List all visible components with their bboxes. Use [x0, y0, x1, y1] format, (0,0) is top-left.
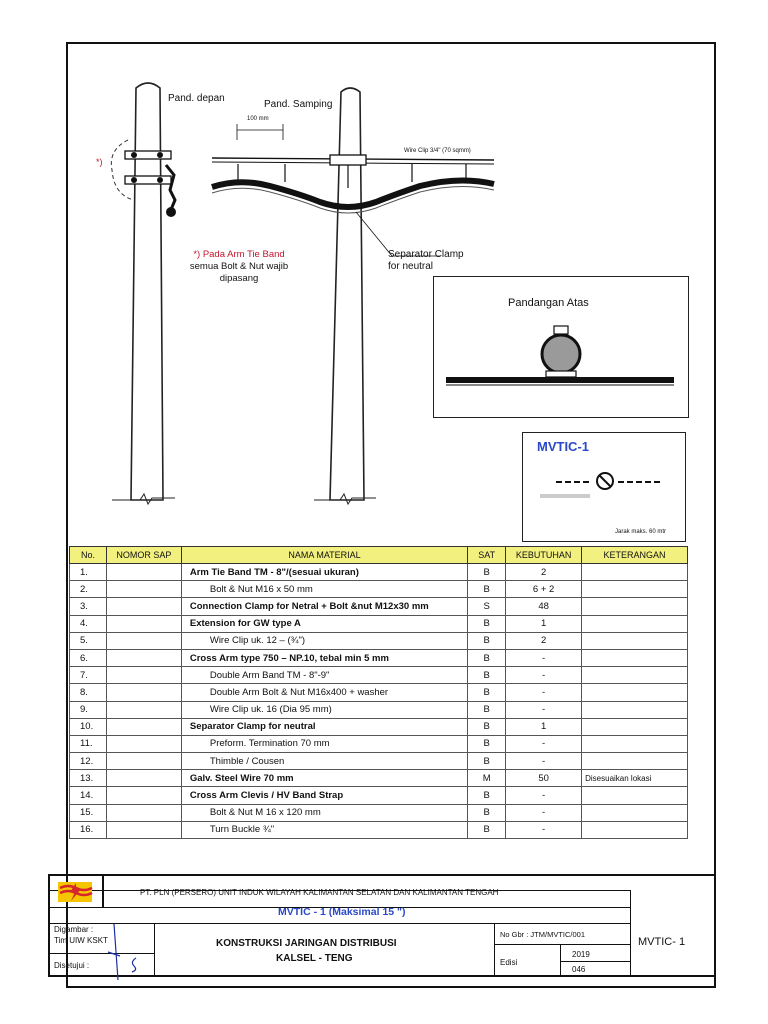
row-unit: B	[468, 684, 506, 701]
table-row	[70, 615, 688, 632]
signature-mark	[106, 922, 150, 982]
title-block	[48, 874, 716, 977]
side-pole	[330, 88, 364, 500]
col-no: No.	[70, 547, 107, 564]
edition-year: 2019	[572, 950, 590, 959]
row-unit: B	[468, 718, 506, 735]
row-unit: B	[468, 581, 506, 598]
row-unit: B	[468, 564, 506, 581]
row-unit: B	[468, 753, 506, 770]
row-sap	[106, 649, 181, 666]
row-unit: B	[468, 649, 506, 666]
row-sap	[106, 564, 181, 581]
table-row	[70, 581, 688, 598]
mvtic-box-title: MVTIC-1	[537, 439, 589, 454]
row-unit: B	[468, 667, 506, 684]
col-sap: NOMOR SAP	[106, 547, 181, 564]
row-quantity: 1	[506, 615, 582, 632]
mvtic-box	[522, 432, 686, 542]
table-row	[70, 821, 688, 838]
row-material-name: Wire Clip uk. 16 (Dia 95 mm)	[181, 701, 467, 718]
row-quantity: -	[506, 667, 582, 684]
row-unit: B	[468, 701, 506, 718]
row-quantity: -	[506, 649, 582, 666]
wire-clip-label: Wire Clip 3/4" (70 sqmm)	[404, 148, 471, 154]
col-name: NAMA MATERIAL	[181, 547, 467, 564]
page-number: 046	[572, 965, 586, 974]
row-remark	[582, 701, 688, 718]
top-view-box	[433, 276, 689, 418]
row-sap	[106, 804, 181, 821]
front-pole	[131, 83, 163, 500]
row-remark	[582, 632, 688, 649]
table-row	[70, 667, 688, 684]
row-number: 4.	[70, 615, 107, 632]
drawing-subtitle: MVTIC - 1 (Maksimal 15 ")	[278, 906, 406, 918]
row-sap	[106, 667, 181, 684]
row-number: 14.	[70, 787, 107, 804]
row-unit: S	[468, 598, 506, 615]
row-material-name: Separator Clamp for neutral	[181, 718, 467, 735]
edisi-label: Edisi	[500, 958, 518, 967]
row-material-name: Connection Clamp for Netral + Bolt &nut M12x30 mm	[181, 598, 467, 615]
top-view-title: Pandangan Atas	[508, 297, 589, 309]
row-quantity: 48	[506, 598, 582, 615]
row-sap	[106, 581, 181, 598]
row-remark	[582, 667, 688, 684]
row-number: 2.	[70, 581, 107, 598]
row-sap	[106, 735, 181, 752]
dimension-label: 100 mm	[247, 116, 269, 122]
row-number: 11.	[70, 735, 107, 752]
row-remark	[582, 753, 688, 770]
row-remark	[582, 821, 688, 838]
row-sap	[106, 718, 181, 735]
row-material-name: Thimble / Cousen	[181, 753, 467, 770]
table-header-row	[70, 547, 688, 564]
row-quantity: 2	[506, 564, 582, 581]
row-number: 6.	[70, 649, 107, 666]
row-unit: B	[468, 615, 506, 632]
asterisk-mark: *)	[96, 157, 103, 167]
row-quantity: -	[506, 821, 582, 838]
row-remark	[582, 684, 688, 701]
row-unit: B	[468, 787, 506, 804]
table-row	[70, 804, 688, 821]
table-row	[70, 701, 688, 718]
digambar-value: Tim UIW KSKT	[54, 936, 108, 945]
row-quantity: -	[506, 735, 582, 752]
table-row	[70, 787, 688, 804]
row-material-name: Turn Buckle ¾"	[181, 821, 467, 838]
table-row	[70, 735, 688, 752]
bolt-note: *) Pada Arm Tie Band semua Bolt & Nut wajib dipasang	[189, 249, 289, 284]
table-row	[70, 684, 688, 701]
drawing-code: MVTIC- 1	[638, 936, 686, 948]
row-quantity: 2	[506, 632, 582, 649]
row-remark	[582, 649, 688, 666]
material-table	[69, 546, 688, 839]
row-number: 15.	[70, 804, 107, 821]
row-sap	[106, 615, 181, 632]
row-quantity: -	[506, 684, 582, 701]
pand-samping-label: Pand. Samping	[264, 99, 333, 110]
row-sap	[106, 684, 181, 701]
pand-depan-label: Pand. depan	[168, 93, 225, 104]
row-material-name: Bolt & Nut M16 x 50 mm	[181, 581, 467, 598]
row-material-name: Galv. Steel Wire 70 mm	[181, 770, 467, 787]
disetujui-label: Disetujui :	[54, 961, 90, 970]
arm-tie-band-icon	[125, 151, 176, 217]
row-sap	[106, 598, 181, 615]
table-row	[70, 718, 688, 735]
separator-clamp-label: Separator Clamp for neutral	[388, 249, 464, 272]
row-quantity: -	[506, 753, 582, 770]
row-number: 16.	[70, 821, 107, 838]
row-quantity: -	[506, 787, 582, 804]
project-title-2: KALSEL - TENG	[276, 953, 353, 964]
row-number: 13.	[70, 770, 107, 787]
row-remark	[582, 581, 688, 598]
row-remark	[582, 564, 688, 581]
row-quantity: 6 + 2	[506, 581, 582, 598]
row-remark	[582, 598, 688, 615]
row-number: 10.	[70, 718, 107, 735]
row-material-name: Cross Arm Clevis / HV Band Strap	[181, 787, 467, 804]
pln-logo-icon	[56, 880, 94, 904]
table-row	[70, 649, 688, 666]
row-quantity: 50	[506, 770, 582, 787]
row-unit: B	[468, 821, 506, 838]
row-number: 8.	[70, 684, 107, 701]
row-sap	[106, 632, 181, 649]
row-sap	[106, 770, 181, 787]
row-remark	[582, 804, 688, 821]
row-material-name: Extension for GW type A	[181, 615, 467, 632]
col-keterangan: KETERANGAN	[582, 547, 688, 564]
row-quantity: -	[506, 701, 582, 718]
table-row	[70, 753, 688, 770]
row-sap	[106, 821, 181, 838]
row-remark	[582, 615, 688, 632]
row-material-name: Bolt & Nut M 16 x 120 mm	[181, 804, 467, 821]
row-quantity: 1	[506, 718, 582, 735]
row-remark	[582, 735, 688, 752]
row-unit: M	[468, 770, 506, 787]
row-material-name: Preform. Termination 70 mm	[181, 735, 467, 752]
row-sap	[106, 701, 181, 718]
row-unit: B	[468, 804, 506, 821]
row-number: 9.	[70, 701, 107, 718]
table-row	[70, 564, 688, 581]
row-number: 1.	[70, 564, 107, 581]
row-material-name: Cross Arm type 750 – NP.10, tebal min 5 mm	[181, 649, 467, 666]
row-material-name: Wire Clip uk. 12 – (¾")	[181, 632, 467, 649]
jarak-label: Jarak maks. 60 mtr	[615, 529, 667, 535]
row-quantity: -	[506, 804, 582, 821]
table-row	[70, 598, 688, 615]
row-remark: Disesuaikan lokasi	[582, 770, 688, 787]
col-sat: SAT	[468, 547, 506, 564]
row-remark	[582, 787, 688, 804]
digambar-label: Digambar :	[54, 925, 94, 934]
row-unit: B	[468, 632, 506, 649]
row-number: 7.	[70, 667, 107, 684]
table-row	[70, 770, 688, 787]
row-number: 12.	[70, 753, 107, 770]
table-body	[70, 564, 688, 839]
row-material-name: Arm Tie Band TM - 8"/(sesuai ukuran)	[181, 564, 467, 581]
row-remark	[582, 718, 688, 735]
row-number: 5.	[70, 632, 107, 649]
row-number: 3.	[70, 598, 107, 615]
row-sap	[106, 753, 181, 770]
company-name: PT. PLN (PERSERO) UNIT INDUK WILAYAH KALIMANTAN SELATAN DAN KALIMANTAN TENGAH	[140, 888, 499, 897]
row-unit: B	[468, 735, 506, 752]
no-gbr: No Gbr : JTM/MVTIC/001	[500, 930, 586, 939]
row-material-name: Double Arm Band TM - 8"-9"	[181, 667, 467, 684]
table-row	[70, 632, 688, 649]
row-material-name: Double Arm Bolt & Nut M16x400 + washer	[181, 684, 467, 701]
project-title-1: KONSTRUKSI JARINGAN DISTRIBUSI	[216, 938, 397, 949]
row-sap	[106, 787, 181, 804]
col-kebutuhan: KEBUTUHAN	[506, 547, 582, 564]
